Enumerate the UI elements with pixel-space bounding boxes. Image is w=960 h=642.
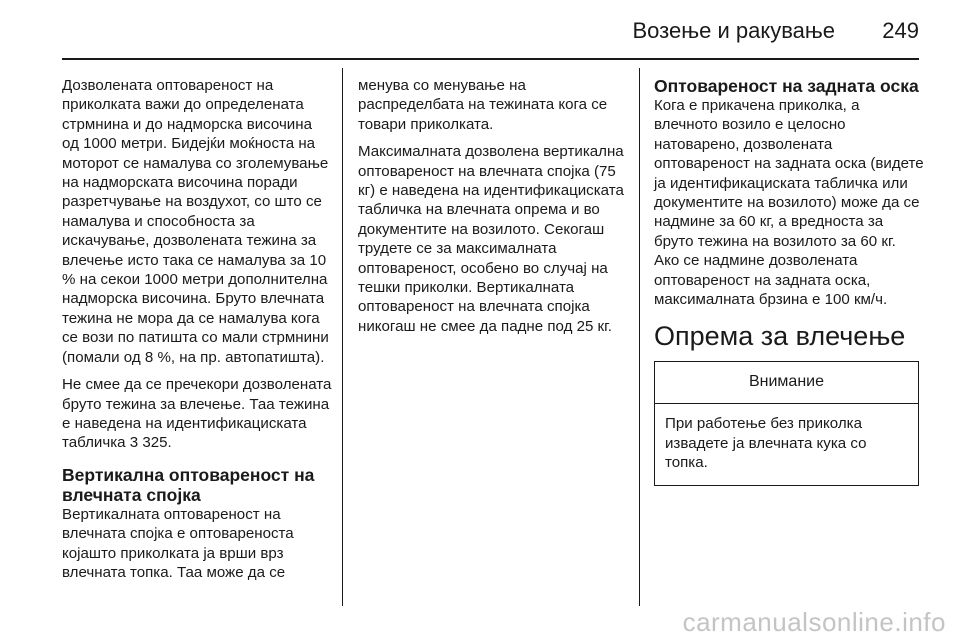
column-2 [358,76,626,336]
page-reference-number[interactable]: 325. [138,434,172,452]
heading-rear-axle-load: Оптовареност на задната оска [654,76,919,96]
page-number: 249 [882,18,919,43]
watermark: carmanualsonline.info [682,607,946,637]
column-1 [62,76,332,582]
section-title-towing-equipment: Опрема за влечење [654,321,906,352]
page-header [0,0,960,60]
column-3 [654,76,924,486]
notice-body: При работење без приколка извадете ја влечната кука со топка. [665,415,867,472]
paragraph-vertical-load-continued: менува со менување на распределбата на тежината кога се товари приколката. [358,77,608,133]
paragraph-gross-weight [62,375,332,453]
page-title: Возење и ракување [632,18,835,43]
paragraph-trailer-load-altitude: Дозволената оптовареност на приколката важи до определената стрмнина и до надморска височина од 1000 метри. Бидејќи моќноста на моторот се намалува со зголемување на надморската височина поради разретчување на воздухот, со што се намалува и способноста за искачување, дозволената тежина за влечење исто така се намалува за 10 % на секои 1000 метри дополнителна надморска височина. Бруто влечната тежина не мора да се намалува кога се вози по патишта со мали стрмнини (помали од 8 %, на пр. автопатишта). [62,77,329,366]
heading-vertical-load: Вертикална оптовареност на влечната спојка [62,464,315,505]
notice-title: Внимание [655,362,918,404]
paragraph-rear-axle-load: Кога е прикачена приколка, а влечното возило е целосно натоварено, дозволената оптовареност на задната оска (видете ја идентификациската табличка или документите на возилото) може да се надмине за 60 кг, а вредноста за бруто тежина на возилото за 60 кг. Ако се надмине дозволената оптовареност на задната оска, максималната брзина е 100 км/ч. [654,97,924,309]
column-divider-1 [342,68,343,606]
column-divider-2 [639,68,640,606]
paragraph-gross-weight-text: Не смее да се пречекори дозволената бруто тежина за влечење. Таа тежина е наведена на идентификациската табличка [62,376,332,452]
page-reference-icon: 3 [129,434,139,452]
paragraph-vertical-load: Вертикалната оптовареност на влечната спојка е оптовареноста којашто приколката ја врши врз влечната топка. Таа може да се [62,505,294,581]
notice-box [654,361,919,485]
paragraph-max-vertical-load: Максималната дозволена вертикална оптовареност на влечната спојка (75 кг) е наведена на идентификациската табличка на влечната опрема и во документите на возилото. Секогаш трудете се за максималната оптовареност, особено во случај на тешки приколки. Вертикалната оптовареност на влечната спојка никогаш не смее да падне под 25 кг. [358,143,624,335]
header-rule [62,58,919,60]
